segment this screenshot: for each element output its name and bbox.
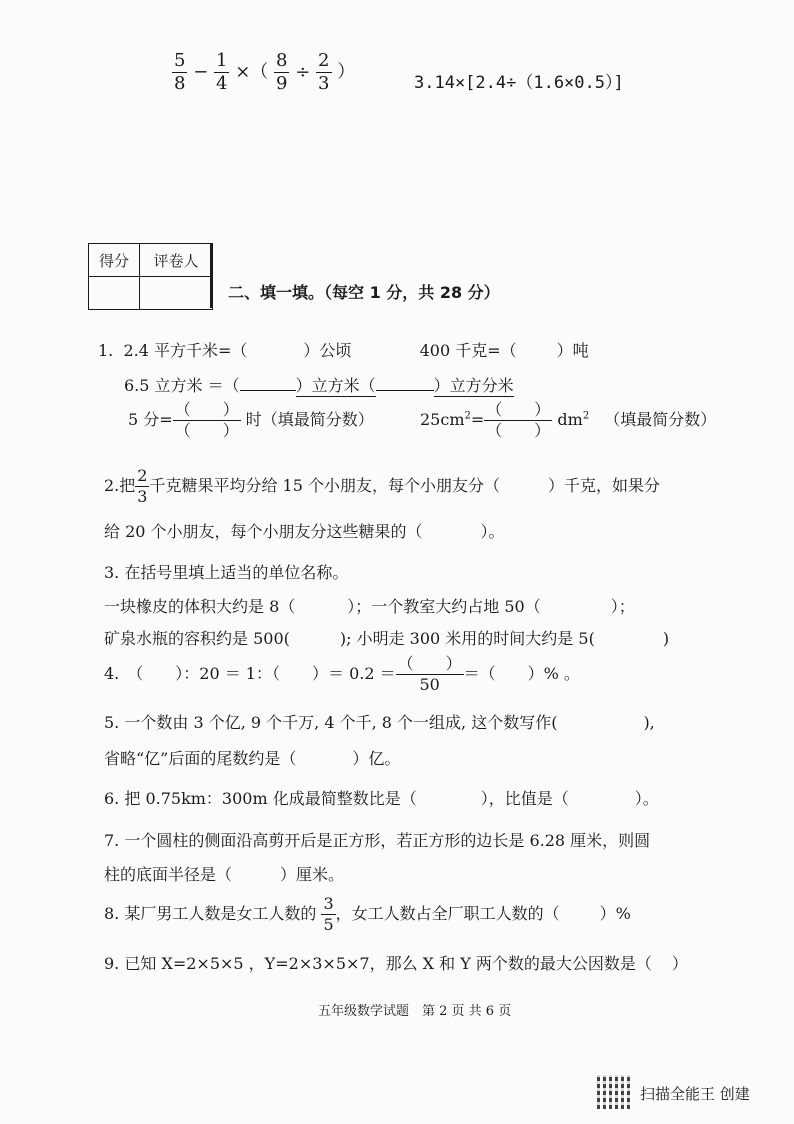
score-label: 得分 [89, 244, 140, 277]
q3-title: 3. 在括号里填上适当的单位名称。 [104, 563, 349, 582]
fraction: $\frac{3}{5}$ [323, 894, 334, 934]
q2-line2: 给 20 个小朋友，每个小朋友分这些糖果的（ ）。 [104, 522, 505, 541]
expression-1: $\frac{5}{8}$ − $\frac{1}{4}$ ×（ $\frac{8}{9}$ ÷ $\frac{2}{3}$ ） [174, 50, 356, 94]
expression-2: 3.14×[2.4÷（1.6×0.5）] [414, 73, 624, 93]
fraction: $\frac{2}{3}$ [318, 50, 330, 94]
score-cell[interactable] [89, 277, 140, 310]
grader-label: 评卷人 [140, 244, 213, 277]
grader-cell[interactable] [140, 277, 213, 310]
section-title: 二、填一填。（每空 1 分，共 28 分） [228, 283, 500, 302]
q2-line1: 2.把 $\frac{2}{3}$ 千克糖果平均分给 15 个小朋友，每个小朋友分（ ）千克，如果分 [104, 466, 661, 506]
fraction-blank[interactable]: $\frac{( )}{50}$ [397, 654, 462, 694]
q5-line1: 5. 一个数由 3 个亿, 9 个千万, 4 个千, 8 个一组成, 这个数写作( ), [104, 713, 655, 732]
fraction: $\frac{2}{3}$ [137, 466, 148, 506]
fraction: $\frac{1}{4}$ [216, 50, 228, 94]
fraction: $\frac{8}{9}$ [276, 50, 288, 94]
answer-blank[interactable] [240, 390, 296, 391]
q6-line: 6. 把 0.75km：300m 化成最简整数比是（ ），比值是（ ）。 [104, 789, 659, 808]
q3-line2: 矿泉水瓶的容积约是 500( ); 小明走 300 米用的时间大约是 5( ) [104, 629, 670, 648]
q7-line1: 7. 一个圆柱的侧面沿高剪开后是正方形，若正方形的边长是 6.28 厘米，则圆 [104, 831, 651, 850]
q1-line3: 5 分= $\frac{( )}{( )}$ 时（填最简分数） $25cm^2=$ $\frac{( )}{( )}$ $dm^2$ （填最简分数） [128, 400, 717, 440]
answer-blank[interactable] [376, 390, 434, 391]
page-footer: 五年级数学试题 第 2 页 共 6 页 [318, 1004, 512, 1019]
scanner-watermark: 扫描全能王 创建 [640, 1085, 750, 1103]
q1-line2: 6.5 立方米 ＝（ ）立方米（ ）立方分米 [124, 373, 514, 397]
fraction-blank[interactable]: $\frac{( )}{( )}$ [174, 400, 239, 440]
q8-line: 8. 某厂男工人数是女工人数的 $\frac{3}{5}$ ，女工人数占全厂职工人数的（ ）% [104, 894, 631, 934]
q9-line: 9. 已知 X=2×5×5 ，Y=2×3×5×7，那么 X 和 Y 两个数的最大公因数是（ ） [104, 954, 688, 973]
q4-line: 4. （ ）：20 ＝ 1：（ ）＝ 0.2 ＝ $\frac{( )}{50}$ ＝（ ）% 。 [104, 654, 580, 694]
q5-line2: 省略“亿”后面的尾数约是（ ）亿。 [104, 749, 401, 768]
q3-line1: 一块橡皮的体积大约是 8（ ）；一个教室大约占地 50（ ）； [104, 597, 635, 616]
score-box-side-line [210, 243, 212, 308]
qr-code-icon [597, 1075, 631, 1109]
score-box [88, 243, 213, 310]
q1-line1: 1. 2.4 平方千米=（ ）公顷 400 千克=（ ）吨 [98, 341, 589, 360]
q7-line2: 柱的底面半径是（ ）厘米。 [104, 865, 345, 884]
fraction: $\frac{5}{8}$ [174, 50, 186, 94]
fraction-blank[interactable]: $\frac{( )}{( )}$ [486, 400, 551, 440]
